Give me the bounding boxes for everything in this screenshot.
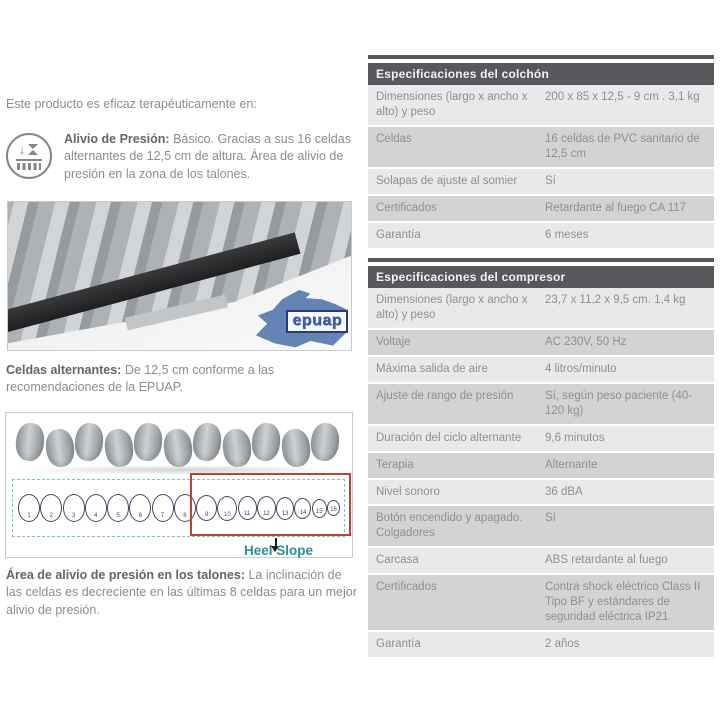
- cell-number: 3: [71, 513, 76, 519]
- spec-label: Dimensiones (largo x ancho x alto) y peso: [376, 91, 528, 118]
- cell-circle-7: [152, 494, 174, 522]
- cell-number: 9: [204, 512, 209, 518]
- cell-circle-3: [63, 494, 85, 522]
- cell-number: 8: [183, 513, 187, 519]
- spec-label: Carcasa: [376, 554, 419, 567]
- spec-value: 6 meses: [545, 228, 589, 241]
- compressor-spec-table: [368, 258, 714, 659]
- table-rows: [368, 288, 714, 659]
- spec-row: [368, 506, 714, 548]
- spec-row: [368, 426, 714, 453]
- spec-label: Certificados: [376, 201, 437, 214]
- spec-label: Solapas de ajuste al somier: [376, 174, 518, 187]
- spec-label: Botón encendido y apagado. Colgadores: [376, 512, 523, 540]
- spec-row: [368, 127, 714, 169]
- cell-number: 2: [49, 513, 53, 519]
- spec-row: [368, 384, 714, 426]
- table-title: Especificaciones del compresor: [368, 266, 714, 288]
- spec-row: [368, 575, 714, 632]
- heel-slope-label: Heel Slope: [244, 543, 314, 558]
- table-title: Especificaciones del colchón: [368, 63, 714, 85]
- spec-value: 23,7 x 11,2 x 9,5 cm. 1,4 kg: [545, 294, 686, 306]
- spec-row: [368, 223, 714, 250]
- spec-row: [368, 453, 714, 480]
- spec-label: Ajuste de rango de presión: [376, 389, 514, 402]
- feature-paragraph: [64, 131, 358, 183]
- cell-number: 5: [116, 513, 120, 519]
- spec-value: Sí: [545, 512, 556, 525]
- render-cell: [220, 427, 252, 468]
- spec-row: [368, 85, 714, 127]
- feature-title: Alivio de Presión:: [64, 132, 170, 146]
- down-arrow-icon: ↓: [18, 142, 26, 157]
- cell-circle-1: [18, 494, 40, 522]
- cell-number: 11: [244, 511, 251, 517]
- spec-value: 2 años: [545, 638, 580, 651]
- table-rows: [368, 85, 714, 250]
- epuap-logo-box: [286, 310, 348, 333]
- spec-label: Nivel sonoro: [376, 485, 440, 498]
- spec-value: Sí: [545, 174, 556, 187]
- epuap-logo-text: epuap: [292, 311, 342, 329]
- render-cell: [309, 422, 341, 463]
- pressure-relief-feature: [6, 131, 358, 183]
- spec-label: Voltaje: [376, 335, 411, 348]
- cell-circle-6: [129, 494, 151, 522]
- heel-note-title: Área de alivio de presión en los talones:: [6, 568, 245, 582]
- cell-circle-2: [40, 494, 62, 522]
- spec-label: Celdas: [376, 132, 412, 145]
- cells-note: [6, 362, 356, 397]
- intro-text: Este producto es eficaz terapéuticamente en:: [6, 97, 257, 111]
- cell-number: 15: [315, 508, 323, 515]
- spec-row: [368, 548, 714, 575]
- cell-number: 12: [263, 511, 270, 517]
- render-cell: [191, 422, 223, 463]
- spec-value: ABS retardante al fuego: [545, 554, 668, 567]
- table-top-rule: [368, 258, 714, 262]
- spec-value: 4 litros/minuto: [545, 362, 617, 375]
- hourglass-icon: [28, 143, 39, 156]
- spec-row: [368, 632, 714, 659]
- table-top-rule: [368, 55, 714, 59]
- cell-number: 6: [138, 513, 142, 519]
- cell-circle-4: [85, 494, 107, 522]
- render-cell: [43, 427, 75, 468]
- spec-value: 9,6 minutos: [545, 431, 605, 444]
- spec-label: Certificados: [376, 581, 437, 594]
- spec-row: [368, 196, 714, 223]
- heel-note: [6, 567, 358, 619]
- icon-top-row: [19, 142, 40, 157]
- render-cell: [279, 427, 311, 468]
- mattress-spec-table: [368, 55, 714, 250]
- render-cell: [161, 427, 193, 468]
- cell-number: 16: [330, 507, 337, 513]
- cell-number: 1: [27, 513, 31, 519]
- spec-value: Sí, según peso paciente (40-120 kg): [545, 389, 693, 417]
- heel-slope-diagram: [5, 412, 353, 558]
- spec-row: [368, 288, 714, 330]
- cell-number: 7: [160, 513, 165, 519]
- spec-label: Dimensiones (largo x ancho x alto) y peso: [376, 294, 528, 321]
- spec-value: 36 dBA: [545, 485, 583, 498]
- spec-row: [368, 169, 714, 196]
- spec-label: Garantía: [376, 638, 421, 651]
- epuap-logo: [254, 290, 348, 348]
- cell-number: 13: [281, 510, 289, 517]
- render-cell: [250, 422, 282, 463]
- mattress-photo: [7, 201, 352, 351]
- mattress-cells-icon: [17, 163, 41, 170]
- render-cell: [132, 422, 164, 463]
- cell-circle-5: [107, 494, 129, 522]
- spec-row: [368, 480, 714, 507]
- cell-number: 4: [94, 513, 98, 519]
- spec-label: Terapia: [376, 458, 414, 471]
- cells-note-body: De 12,5 cm conforme a las recomendaciones de la EPUAP.: [6, 363, 275, 395]
- heel-zone-highlight: [190, 473, 351, 536]
- feature-body: Básico. Gracias a sus 16 celdas alternantes de 12,5 cm de altura. Área de alivio de presión en la zona de los talones.: [64, 132, 351, 181]
- cells-note-title: Celdas alternantes:: [6, 363, 122, 377]
- spec-value: 16 celdas de PVC sanitario de 12,5 cm: [545, 132, 700, 160]
- spec-value: Alternante: [545, 458, 598, 471]
- spec-row: [368, 330, 714, 357]
- spec-row: [368, 357, 714, 384]
- spec-value: AC 230V, 50 Hz: [545, 335, 627, 348]
- pressure-relief-icon: [6, 133, 52, 179]
- heel-note-body: La inclinación de las celdas es decreciente en las últimas 8 celdas para un mejor alivio de presión.: [6, 568, 357, 617]
- spec-value: 200 x 85 x 12,5 - 9 cm . 3,1 kg: [545, 91, 700, 103]
- spec-label: Garantía: [376, 228, 421, 241]
- spec-value: Retardante al fuego CA 117: [545, 201, 687, 214]
- spec-label: Máxima salida de aire: [376, 362, 488, 375]
- mattress-side-render: [16, 419, 342, 475]
- spec-value: Contra shock eléctrico Class II Tipo BF y estándares de seguridad eléctrica IP21: [545, 581, 701, 624]
- spec-label: Duración del ciclo alternante: [376, 431, 522, 444]
- icon-divider: [16, 159, 42, 161]
- render-cell: [14, 422, 46, 463]
- render-cell: [102, 427, 134, 468]
- render-cell: [73, 422, 105, 463]
- cell-number: 10: [224, 511, 231, 518]
- cell-number: 14: [299, 509, 307, 516]
